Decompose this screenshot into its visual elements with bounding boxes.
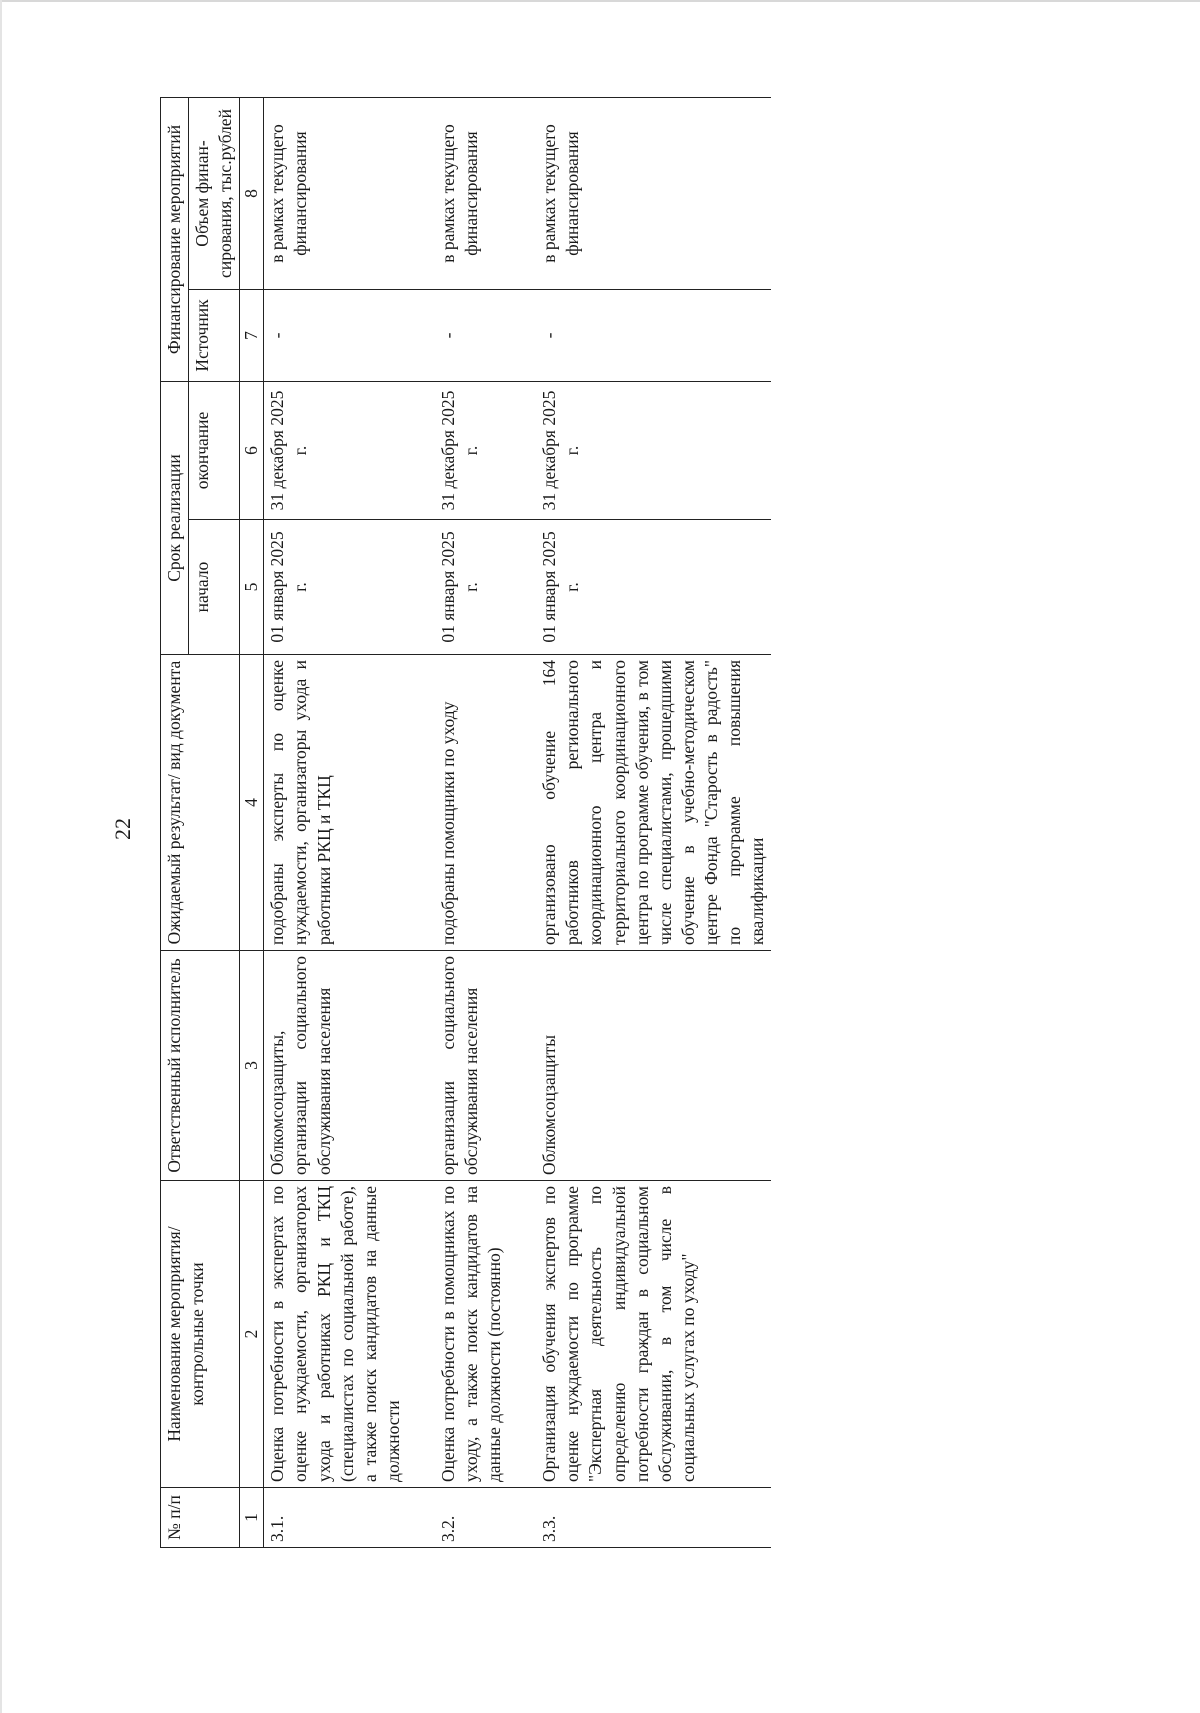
activities-table bbox=[160, 97, 771, 1548]
header-source: Источник bbox=[189, 289, 240, 381]
row-activity-name: Оценка потребности в помощниках по уходу, а также поиск кандидатов на данные должности (постоянно) bbox=[435, 1181, 536, 1488]
row-expected-result: подобраны помощники по уходу bbox=[435, 655, 536, 951]
table-row bbox=[435, 97, 536, 1547]
row-number: 3.1. bbox=[264, 1488, 435, 1548]
row-executor: Облкомсоцзащиты bbox=[536, 951, 771, 1181]
page-number: 22 bbox=[110, 818, 135, 840]
row-executor: организации социального обслуживания населения bbox=[435, 951, 536, 1181]
row-end-date: 31 декабря 2025 г. bbox=[536, 381, 771, 519]
column-numbers-row bbox=[240, 97, 264, 1547]
row-expected-result: организовано обучение 164 работников регионального координационного центра и территориального координационного центра по программе обучения, в том числе специалистами, прошедшими обучение в учебно-методическом центре Фонда "Старость в радость" по программе повышения квалификации bbox=[536, 655, 771, 951]
table-row bbox=[536, 97, 771, 1547]
column-number: 4 bbox=[240, 655, 264, 951]
column-number: 7 bbox=[240, 289, 264, 381]
row-start-date: 01 января 2025 г. bbox=[264, 520, 435, 655]
rotated-content bbox=[160, 98, 771, 1548]
header-activity-name: Наименование мероприятия/ контрольные точки bbox=[161, 1181, 240, 1488]
row-source: - bbox=[536, 289, 771, 381]
scan-edge-left bbox=[0, 0, 2, 1713]
scan-edge-top bbox=[0, 0, 1200, 2]
row-activity-name: Организация обучения экспертов по оценке нуждаемости по программе "Экспертная деятельность по определению индивидуальной потребности граждан в социальном обслуживании, в том числе в социальных услугах по уходу" bbox=[536, 1181, 771, 1488]
table-row bbox=[264, 97, 435, 1547]
header-executor: Ответственный исполнитель bbox=[161, 951, 240, 1181]
header-period: Срок реализации bbox=[161, 381, 189, 654]
row-end-date: 31 декабря 2025 г. bbox=[435, 381, 536, 519]
row-executor: Облкомсоцзащиты, организации социального обслуживания населения bbox=[264, 951, 435, 1181]
column-number: 5 bbox=[240, 520, 264, 655]
row-start-date: 01 января 2025 г. bbox=[435, 520, 536, 655]
column-number: 1 bbox=[240, 1488, 264, 1548]
row-volume: в рамках текущего финансирования bbox=[264, 97, 435, 289]
header-start: начало bbox=[189, 520, 240, 655]
row-start-date: 01 января 2025 г. bbox=[536, 520, 771, 655]
header-financing: Финансирование мероприятий bbox=[161, 97, 189, 381]
header-number: № п/п bbox=[161, 1488, 240, 1548]
row-source: - bbox=[264, 289, 435, 381]
header-expected-result: Ожидаемый результат/ вид документа bbox=[161, 655, 240, 951]
row-expected-result: подобраны эксперты по оценке нуждаемости, организаторы ухода и работники РКЦ и ТКЦ bbox=[264, 655, 435, 951]
row-volume: в рамках текущего финансирования bbox=[536, 97, 771, 289]
row-volume: в рамках текущего финансирования bbox=[435, 97, 536, 289]
row-source: - bbox=[435, 289, 536, 381]
row-number: 3.2. bbox=[435, 1488, 536, 1548]
header-volume: Объем финан-сирования, тыс.рублей bbox=[189, 97, 240, 289]
row-end-date: 31 декабря 2025 г. bbox=[264, 381, 435, 519]
column-number: 2 bbox=[240, 1181, 264, 1488]
header-row bbox=[161, 97, 189, 1547]
column-number: 8 bbox=[240, 97, 264, 289]
column-number: 3 bbox=[240, 951, 264, 1181]
row-number: 3.3. bbox=[536, 1488, 771, 1548]
column-number: 6 bbox=[240, 381, 264, 519]
header-end: окончание bbox=[189, 381, 240, 519]
row-activity-name: Оценка потребности в экспертах по оценке нуждаемости, организаторах ухода и работниках РКЦ и ТКЦ (специалистах по социальной работе), а также поиск кандидатов на данные должности bbox=[264, 1181, 435, 1488]
